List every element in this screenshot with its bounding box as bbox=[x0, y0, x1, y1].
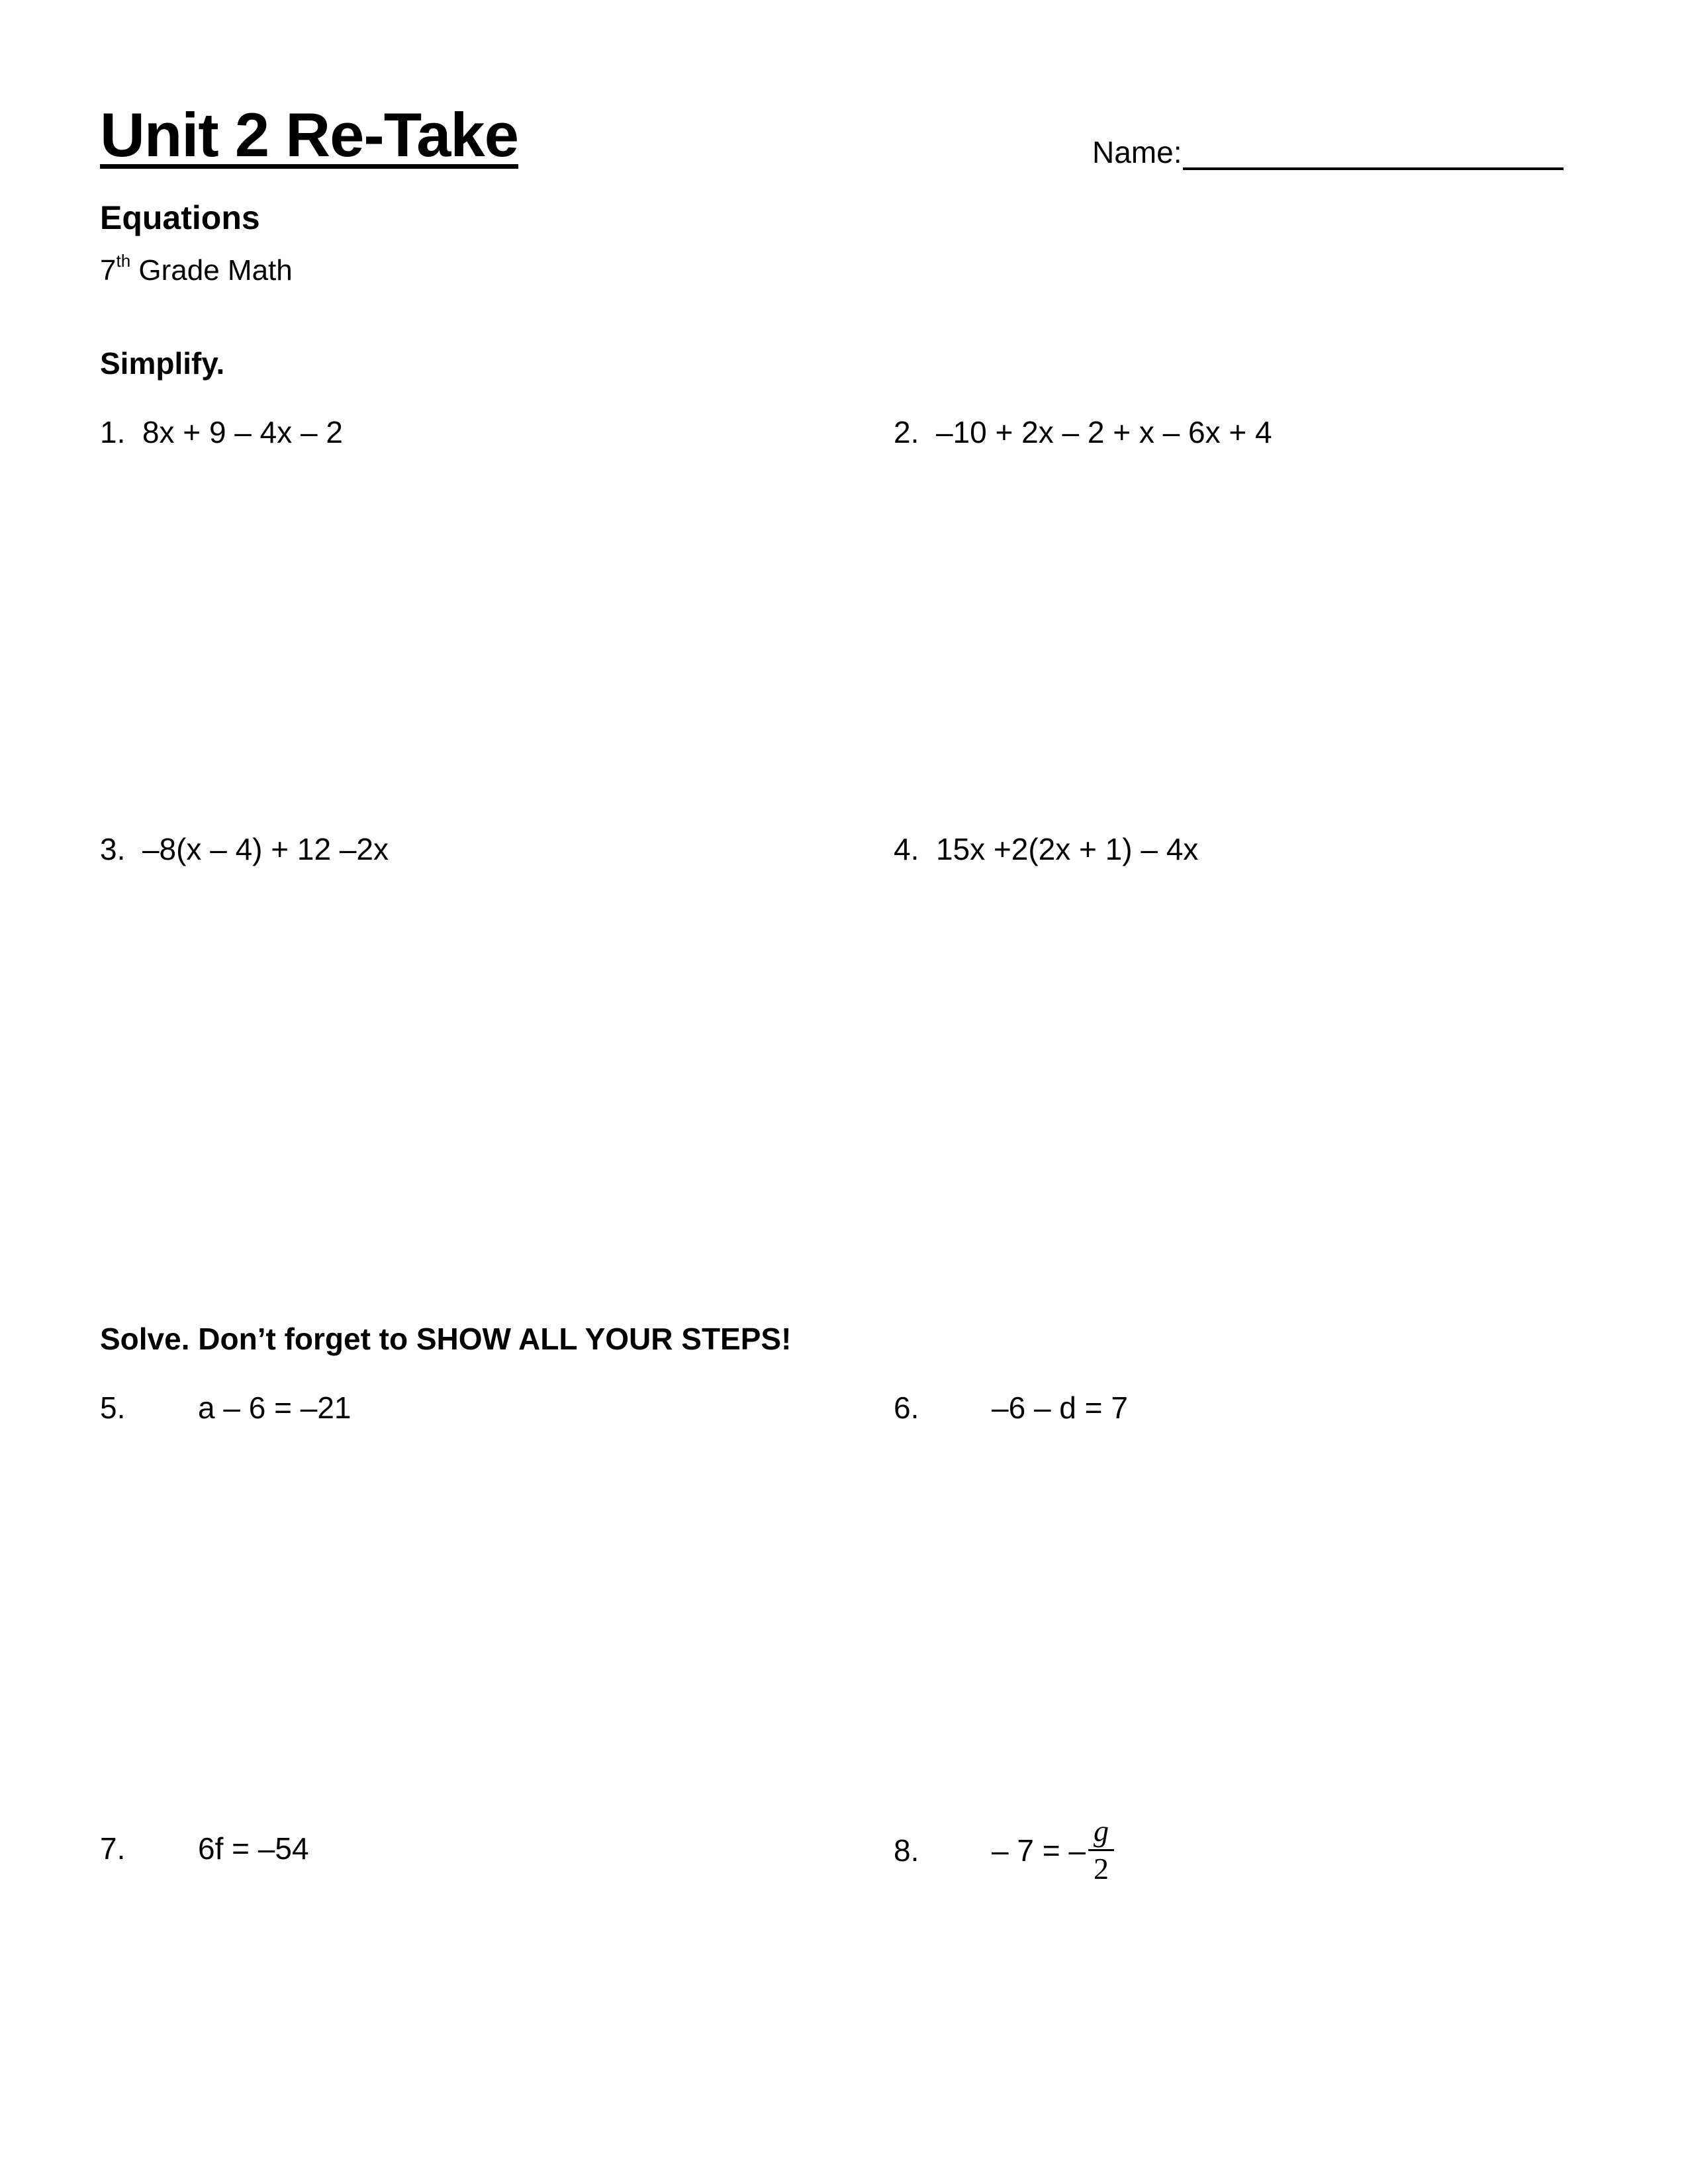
name-blank-line[interactable] bbox=[1183, 136, 1564, 170]
problem-expression: 15x +2(2x + 1) – 4x bbox=[935, 832, 1199, 866]
problem-number: 1. bbox=[100, 415, 126, 449]
problem-8 bbox=[894, 1816, 1114, 1884]
problem-number: 5. bbox=[100, 1390, 126, 1425]
simplify-instruction: Simplify. bbox=[100, 346, 225, 381]
fraction bbox=[1088, 1816, 1114, 1884]
problem-number: 4. bbox=[894, 832, 919, 866]
problem-4 bbox=[894, 831, 1198, 867]
problem-expression: –6 – d = 7 bbox=[992, 1390, 1128, 1425]
grade-rest: Grade Math bbox=[130, 254, 293, 287]
problem-number: 2. bbox=[894, 415, 919, 449]
solve-instruction: Solve. Don’t forget to SHOW ALL YOUR STEPS! bbox=[100, 1322, 792, 1356]
problem-expression: 8x + 9 – 4x – 2 bbox=[142, 415, 343, 449]
problem-3 bbox=[100, 831, 389, 867]
page-subtitle: Equations bbox=[100, 199, 260, 236]
page-title: Unit 2 Re-Take bbox=[100, 100, 518, 169]
problem-expression: –8(x – 4) + 12 –2x bbox=[142, 832, 389, 866]
problem-6 bbox=[894, 1390, 1128, 1426]
grade-label bbox=[100, 251, 293, 287]
problem-expression: 6f = –54 bbox=[198, 1831, 309, 1866]
problem-expression: –10 + 2x – 2 + x – 6x + 4 bbox=[935, 415, 1272, 449]
problem-expression: a – 6 = –21 bbox=[198, 1390, 352, 1425]
problem-number: 6. bbox=[894, 1390, 919, 1425]
grade-suffix: th bbox=[116, 251, 131, 271]
problem-number: 3. bbox=[100, 832, 126, 866]
problem-5 bbox=[100, 1390, 351, 1426]
fraction-numerator: g bbox=[1088, 1816, 1114, 1851]
problem-expression: – 7 = – bbox=[992, 1833, 1086, 1868]
name-label: Name: bbox=[1092, 135, 1182, 169]
problem-2 bbox=[894, 414, 1272, 450]
problem-number: 7. bbox=[100, 1831, 126, 1866]
problem-1 bbox=[100, 414, 343, 450]
grade-number: 7 bbox=[100, 254, 117, 287]
problem-7 bbox=[100, 1831, 309, 1866]
fraction-denominator: 2 bbox=[1093, 1852, 1109, 1886]
name-field[interactable] bbox=[1092, 134, 1564, 170]
problem-number: 8. bbox=[894, 1833, 919, 1868]
